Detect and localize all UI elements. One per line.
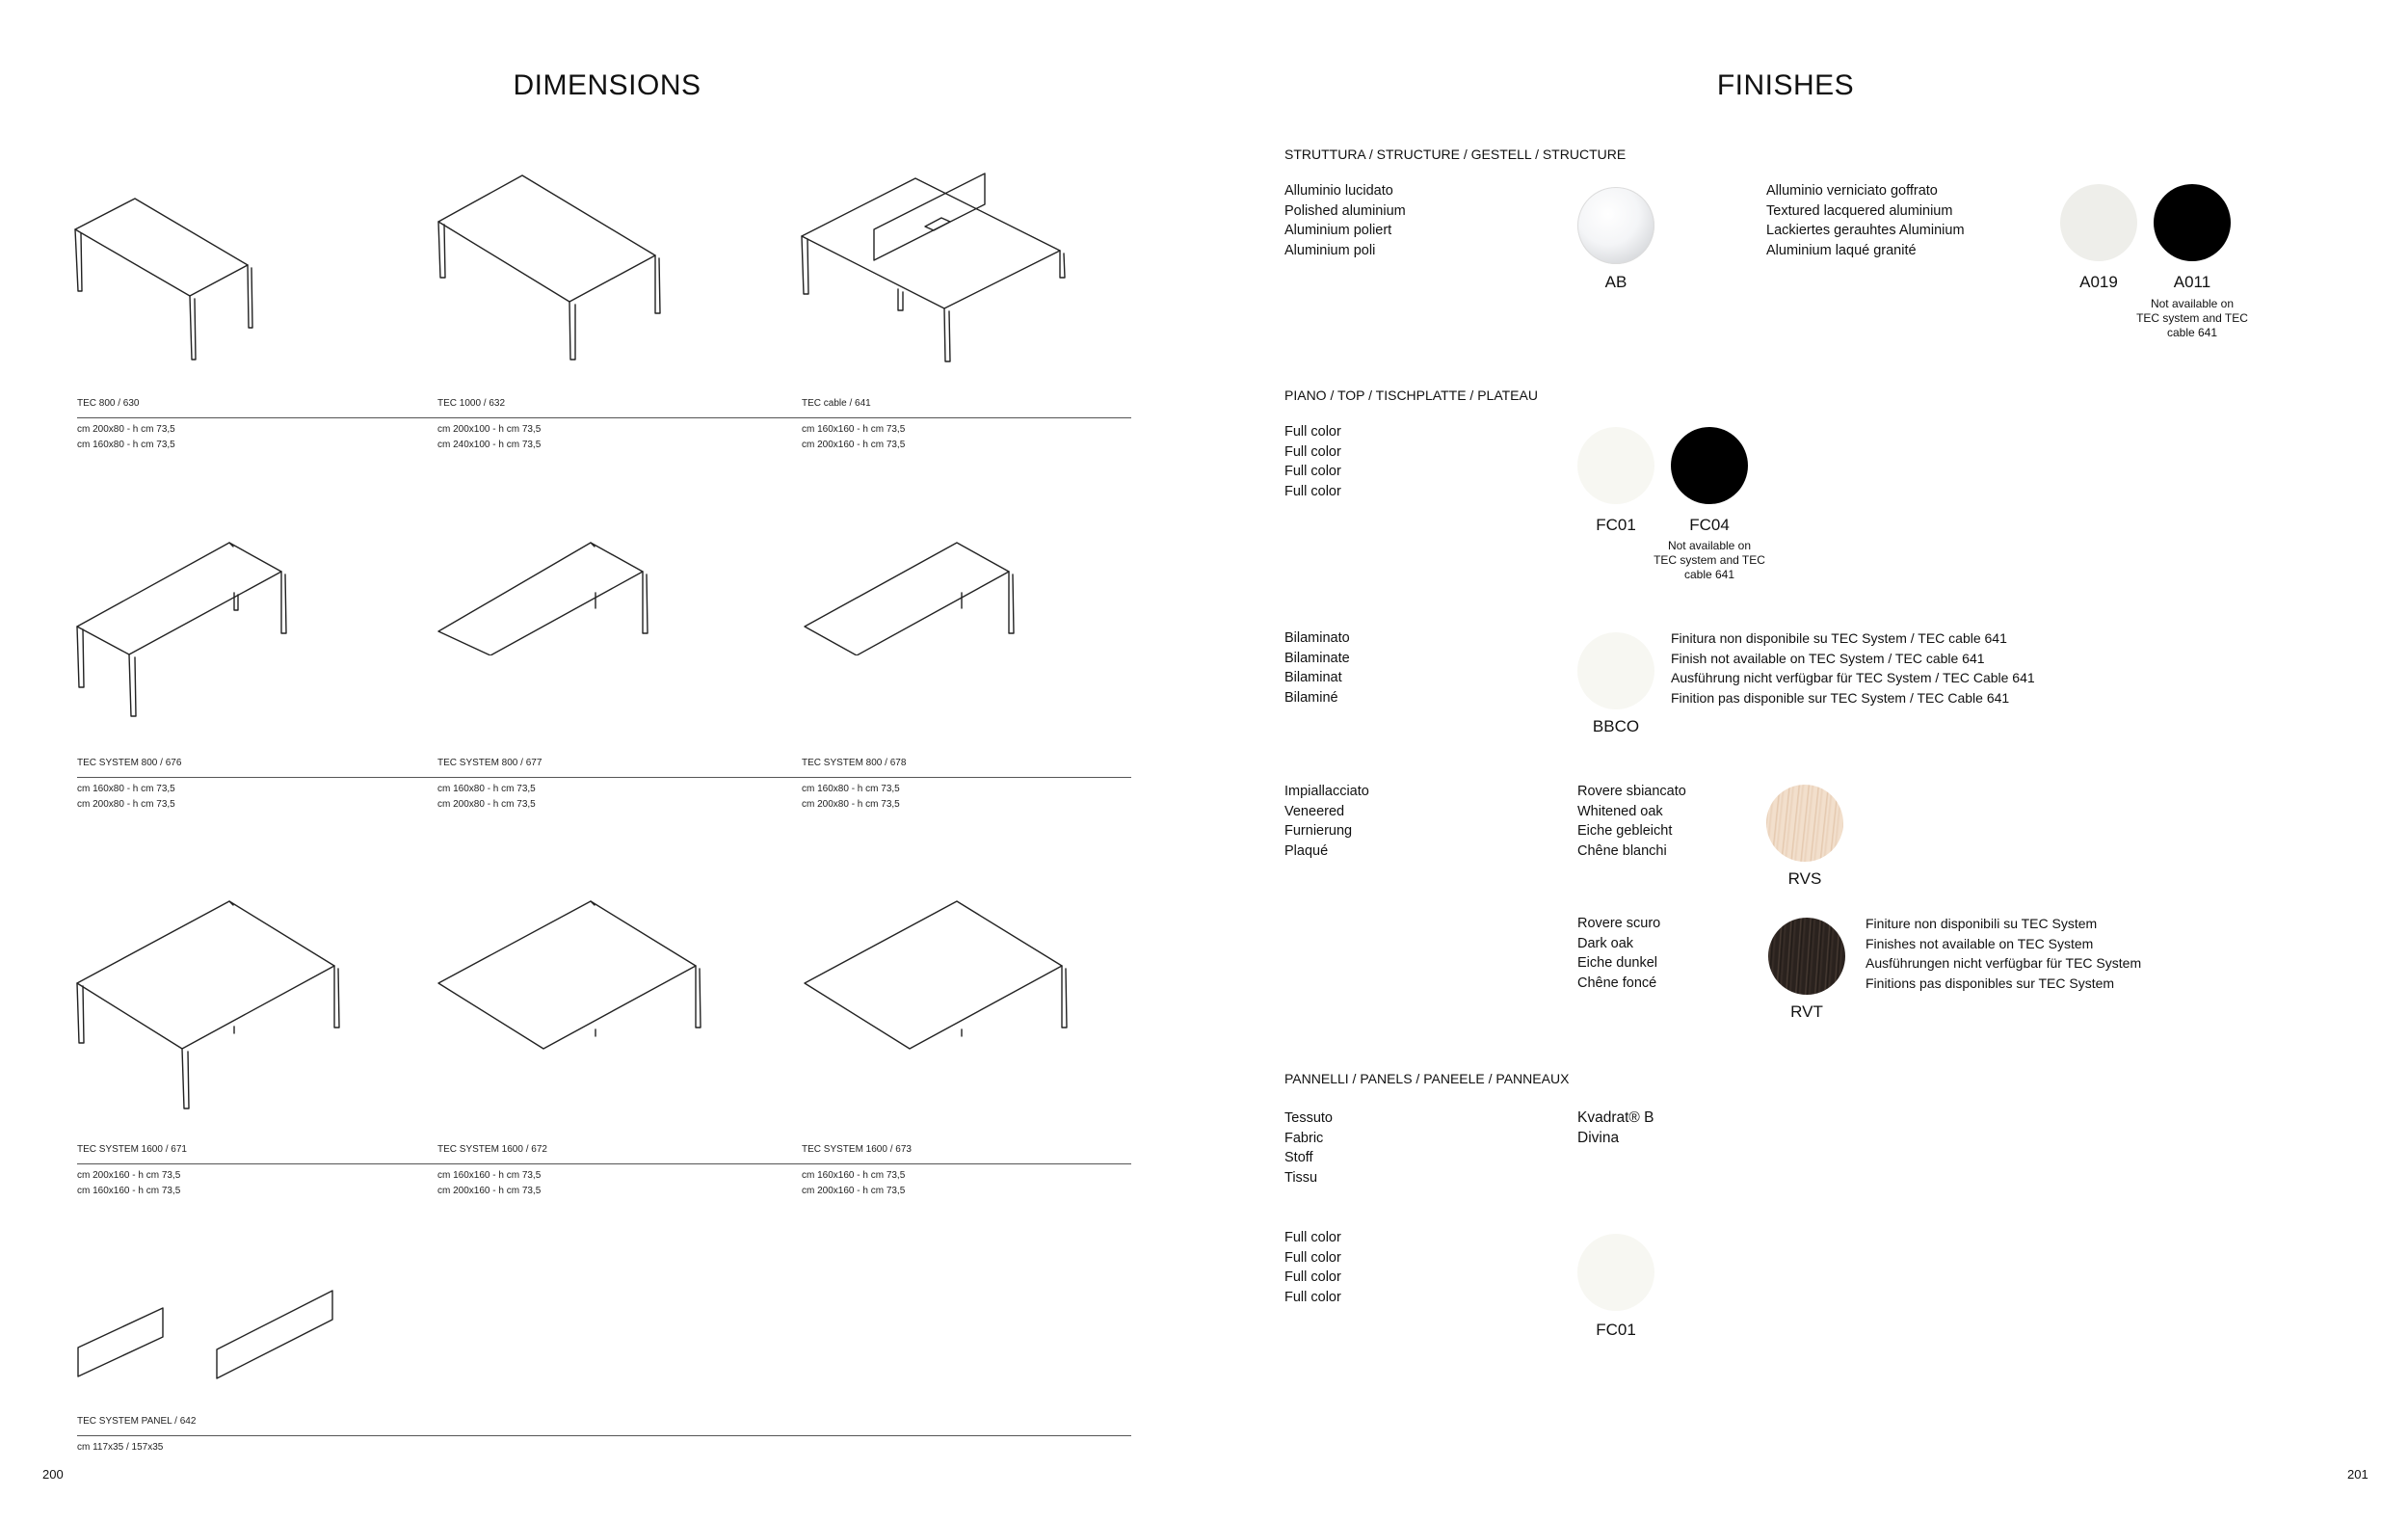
swatch-panel-fc01 — [1577, 1234, 1654, 1311]
product-dims: cm 160x160 - h cm 73,5 cm 200x160 - h cm 73,5 — [802, 1170, 906, 1196]
product-dims: cm 160x160 - h cm 73,5 cm 200x160 - h cm 73,5 — [802, 424, 906, 450]
product-title: TEC 1000 / 632 — [437, 398, 506, 409]
section-heading-structure: STRUTTURA / STRUCTURE / GESTELL / STRUCTURE — [1284, 147, 1627, 162]
panel-full-color-text: Full color Full color Full color Full color — [1284, 1230, 1341, 1305]
bilaminate-text: Bilaminato Bilaminate Bilaminat Bilaminé — [1284, 630, 1350, 706]
drawing-tec-system-800-676 — [67, 535, 299, 723]
bilaminate-availability-note: Finitura non disponibile su TEC System / TEC cable 641 Finish not available on TEC System / TEC cable 641 Ausführung nicht verfügbar für TEC System / TEC Cable 641 Finition pas disponible sur TEC System / TEC Cable 641 — [1671, 630, 2035, 706]
product-dims: cm 117x35 / 157x35 — [77, 1442, 164, 1453]
swatch-a011 — [2154, 184, 2231, 261]
fabric-text: Tessuto Fabric Stoff Tissu — [1284, 1110, 1333, 1186]
drawing-tec-system-1600-671 — [67, 896, 347, 1113]
product-title: TEC SYSTEM 1600 / 672 — [437, 1144, 547, 1155]
polished-aluminium-text: Alluminio lucidato Polished aluminium Aluminium poliert Aluminium poli — [1284, 183, 1406, 258]
swatch-code: RVS — [1787, 869, 1822, 888]
product-dims: cm 160x160 - h cm 73,5 cm 200x160 - h cm 73,5 — [437, 1170, 542, 1196]
veneered-text: Impiallacciato Veneered Furnierung Plaqué — [1284, 784, 1369, 859]
swatch-bbco — [1577, 632, 1654, 709]
product-dims: cm 160x80 - h cm 73,5 cm 200x80 - h cm 73,5 — [437, 784, 536, 810]
drawing-tec-system-1600-672 — [434, 896, 713, 1051]
row-divider — [77, 777, 1131, 778]
swatch-code: FC01 — [1596, 516, 1636, 534]
swatch-ab — [1577, 187, 1654, 264]
row-divider — [77, 1435, 1131, 1436]
product-dims: cm 200x160 - h cm 73,5 cm 160x160 - h cm 73,5 — [77, 1170, 181, 1196]
drawing-tec-system-800-677 — [434, 535, 655, 655]
product-dims: cm 200x80 - h cm 73,5 cm 160x80 - h cm 73,5 — [77, 424, 175, 450]
product-dims: cm 160x80 - h cm 73,5 cm 200x80 - h cm 73,5 — [802, 784, 900, 810]
swatch-rvt — [1768, 918, 1845, 995]
row-divider — [77, 417, 1131, 418]
product-dims: cm 160x80 - h cm 73,5 cm 200x80 - h cm 73,5 — [77, 784, 175, 810]
textured-aluminium-text: Alluminio verniciato goffrato Textured lacquered aluminium Lackiertes gerauhtes Aluminium Aluminium laqué granité — [1766, 183, 1965, 258]
row-divider — [77, 1163, 1131, 1164]
page-number: 200 — [42, 1467, 64, 1482]
page-number: 201 — [2347, 1467, 2368, 1482]
section-heading-panels: PANNELLI / PANELS / PANEELE / PANNEAUX — [1284, 1071, 1570, 1086]
swatch-a019 — [2060, 184, 2137, 261]
swatch-code: A011 — [2173, 273, 2211, 291]
availability-note: Not available on TEC system and TEC cable 641 — [2136, 297, 2248, 339]
swatch-code: AB — [1604, 273, 1627, 291]
drawing-tec-system-1600-673 — [800, 896, 1079, 1051]
product-title: TEC SYSTEM 1600 / 671 — [77, 1144, 187, 1155]
swatch-rvs — [1766, 785, 1843, 862]
full-color-text: Full color Full color Full color Full color — [1284, 424, 1341, 499]
dimensions-title: DIMENSIONS — [513, 69, 701, 101]
swatch-code: FC01 — [1596, 1321, 1636, 1339]
section-heading-top: PIANO / TOP / TISCHPLATTE / PLATEAU — [1284, 387, 1538, 403]
dark-oak-availability-note: Finiture non disponibili su TEC System Finishes not available on TEC System Ausführungen nicht verfügbar für TEC System Finitions pas disponibles sur TEC System — [1866, 916, 2142, 991]
drawing-tec-system-800-678 — [800, 535, 1021, 655]
swatch-fc01 — [1577, 427, 1654, 504]
product-title: TEC SYSTEM 800 / 677 — [437, 758, 542, 768]
finishes-title: FINISHES — [1716, 69, 1855, 101]
product-title: TEC SYSTEM PANEL / 642 — [77, 1416, 197, 1427]
drawing-tec-1000-632 — [424, 164, 675, 366]
product-title: TEC 800 / 630 — [77, 398, 140, 409]
product-title: TEC cable / 641 — [802, 398, 871, 409]
product-dims: cm 200x100 - h cm 73,5 cm 240x100 - h cm 73,5 — [437, 424, 542, 450]
drawing-tec-800-630 — [58, 183, 270, 376]
drawing-tec-system-panel-642 — [72, 1282, 342, 1393]
dark-oak-text: Rovere scuro Dark oak Eiche dunkel Chêne foncé — [1577, 916, 1661, 991]
drawing-tec-cable-641 — [790, 145, 1070, 366]
swatch-fc04 — [1671, 427, 1748, 504]
fabric-brands: Kvadrat® B Divina — [1577, 1109, 1654, 1146]
swatch-code: FC04 — [1689, 516, 1730, 534]
product-title: TEC SYSTEM 800 / 678 — [802, 758, 907, 768]
product-title: TEC SYSTEM 1600 / 673 — [802, 1144, 912, 1155]
whitened-oak-text: Rovere sbiancato Whitened oak Eiche gebleicht Chêne blanchi — [1577, 784, 1686, 859]
swatch-code: BBCO — [1592, 717, 1640, 735]
product-title: TEC SYSTEM 800 / 676 — [77, 758, 182, 768]
availability-note: Not available on TEC system and TEC cable 641 — [1654, 539, 1765, 581]
swatch-code: RVT — [1790, 1002, 1823, 1021]
swatch-code: A019 — [2079, 273, 2118, 291]
